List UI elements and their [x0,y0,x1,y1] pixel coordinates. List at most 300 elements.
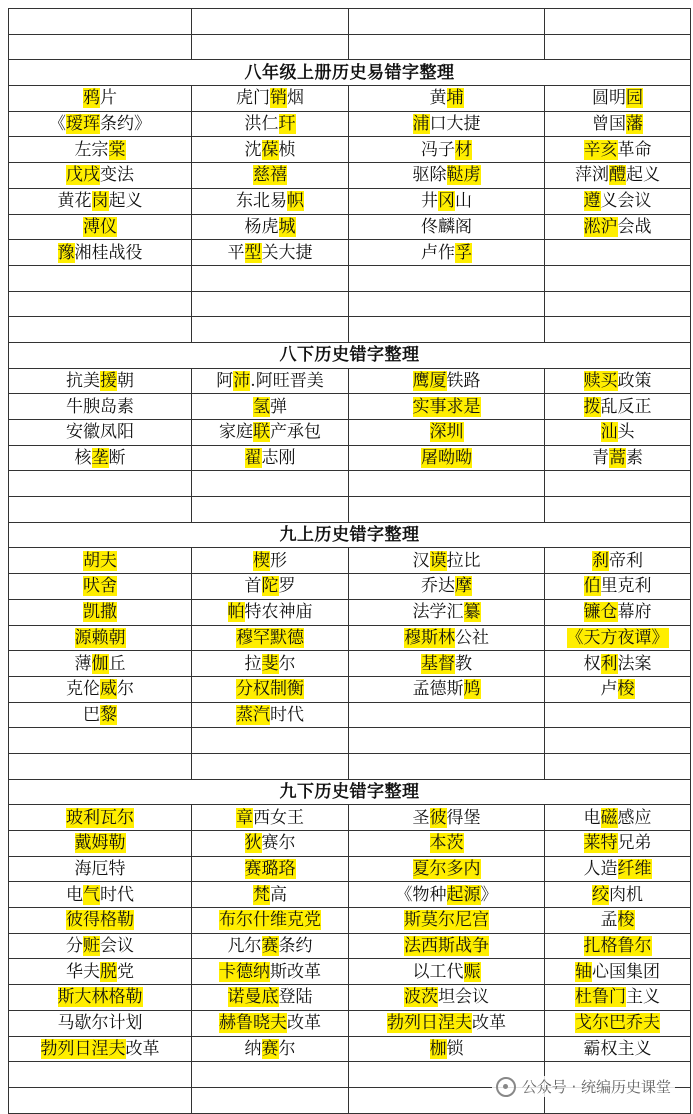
empty-cell [349,317,545,343]
highlighted-text: 豫 [57,242,75,263]
term-text: 冯子 [421,139,455,160]
highlighted-text: 梭 [617,910,635,931]
highlighted-text: 梭 [617,679,635,700]
term-cell [192,420,349,446]
term-text: 形 [270,550,287,571]
highlighted-text: 型 [244,242,262,263]
term-cell [545,1036,691,1062]
highlighted-text: 藩 [626,114,643,135]
empty-cell [192,728,349,754]
highlighted-text: 卡德纳 [219,961,270,982]
highlighted-text: 深圳 [429,422,464,443]
highlighted-text: 章 [236,807,253,828]
highlighted-text: 伽 [91,653,109,674]
term-text: 凡尔 [227,936,262,957]
term-text: 得堡 [446,807,481,828]
term-text: 条约 [278,936,313,957]
term-cell [349,933,545,959]
term-cell [545,163,691,189]
term-text: 烟 [287,88,304,109]
term-text: 革命 [617,139,652,160]
empty-cell [545,9,691,35]
empty-cell [192,265,349,291]
term-cell [349,908,545,934]
term-text: 帝利 [609,550,643,571]
empty-cell [545,728,691,754]
term-text: 卢 [600,679,618,700]
highlighted-text: 斐 [261,653,279,674]
term-text: 特农神庙 [244,602,313,623]
table-row [9,137,691,163]
term-cell [349,394,545,420]
term-cell [192,394,349,420]
empty-cell [192,9,349,35]
term-text: 里克利 [600,576,652,597]
section-title-row [9,779,691,805]
term-cell [9,548,192,574]
term-cell [545,137,691,163]
term-cell [545,933,691,959]
term-text: 政策 [617,370,652,391]
empty-cell [349,728,545,754]
term-text: 幕府 [617,602,652,623]
term-text: 纳 [244,1038,262,1059]
term-cell [9,856,192,882]
term-cell [9,676,192,702]
highlighted-text: 法西斯战争 [404,936,489,957]
term-text: 心国集团 [592,961,660,982]
term-text: 电 [66,884,83,905]
term-text: 桢 [278,139,296,160]
term-text: 起义 [626,165,660,186]
term-text: 变法 [100,165,134,186]
highlighted-text: 布尔什维克党 [219,910,321,931]
empty-cell [9,265,192,291]
highlighted-text: 杜鲁门 [575,987,626,1008]
term-text: 分 [66,936,83,957]
term-cell [9,214,192,240]
table-row [9,651,691,677]
term-cell [349,831,545,857]
term-text: 斯 [270,961,287,982]
term-text: 沈 [244,139,262,160]
table-row [9,1036,691,1062]
term-cell [349,420,545,446]
term-cell [545,445,691,471]
highlighted-text: 鞑虏 [446,165,481,186]
term-cell [545,240,691,266]
empty-cell [192,291,349,317]
term-cell [192,214,349,240]
term-text: 丘 [108,653,126,674]
term-text: 尔 [278,653,296,674]
term-text: 卢作 [421,242,455,263]
highlighted-text: 镰仓 [583,602,618,623]
term-text: 平 [227,242,245,263]
term-text: 片 [100,88,117,109]
term-cell [349,1010,545,1036]
term-text: 电 [583,807,601,828]
highlighted-text: 鹰厦 [412,370,447,391]
table-row [9,676,691,702]
term-text: 教 [455,653,472,674]
term-text: 家庭 [219,422,253,443]
highlighted-text: 枷 [429,1038,447,1059]
term-text: 坦会议 [438,987,489,1008]
blank-row [9,265,691,291]
term-text: 公社 [455,627,489,648]
highlighted-text: 氢 [253,396,270,417]
table-row [9,856,691,882]
term-cell [349,805,545,831]
blank-row [9,317,691,343]
term-cell [192,445,349,471]
term-text: 薄 [74,653,92,674]
section-title: 八下历史错字整理 [9,342,691,368]
highlighted-text: 勃列日涅夫 [40,1038,126,1059]
term-cell [192,548,349,574]
term-text: 产承包 [270,422,321,443]
term-text: 虎门 [236,88,270,109]
highlighted-text: 赎买 [583,370,618,391]
term-cell [192,240,349,266]
empty-cell [9,34,192,60]
term-cell [192,137,349,163]
highlighted-text: 夫 [270,1013,287,1034]
highlighted-text: 遵 [583,191,601,212]
highlighted-text: 戴姆勒 [74,833,126,854]
blank-row [9,497,691,523]
highlighted-text: 黎 [100,704,117,725]
blank-row [9,34,691,60]
highlighted-text: 溥仪 [83,216,117,237]
term-cell [9,188,192,214]
highlighted-text: 斯莫尔尼宫 [404,910,489,931]
highlighted-text: 赛 [261,936,279,957]
table-row [9,959,691,985]
highlighted-text: 销 [270,88,287,109]
highlighted-text: 赛 [261,1038,279,1059]
term-cell [349,445,545,471]
empty-cell [192,471,349,497]
term-text: 权主义 [600,1038,652,1059]
term-text: 青 [592,448,609,469]
term-cell [9,1010,192,1036]
term-cell [192,1010,349,1036]
blank-row [9,753,691,779]
term-text: 断 [108,448,126,469]
term-text: 克伦 [66,679,100,700]
empty-cell [9,1062,192,1088]
term-cell [545,651,691,677]
term-text: 法学汇 [412,602,464,623]
term-text: 《物种 [395,884,447,905]
term-text: 乱反正 [600,396,652,417]
term-text: 朝 [117,370,134,391]
highlighted-text: 埔 [446,88,464,109]
empty-cell [545,265,691,291]
term-text: 高 [270,884,287,905]
term-text: 马歇尔计划 [57,1013,143,1034]
term-cell [9,908,192,934]
highlighted-text: 冈 [438,191,455,212]
blank-row [9,471,691,497]
highlighted-text: 诺曼底 [227,987,279,1008]
highlighted-text: 翟 [244,448,262,469]
table-row [9,548,691,574]
section-title-row [9,342,691,368]
empty-cell [192,317,349,343]
highlighted-text: 穆罕默德 [236,627,304,648]
table-row [9,599,691,625]
term-cell [192,805,349,831]
section-title-row [9,522,691,548]
term-text: 人造 [583,859,618,880]
term-text: 巴 [83,704,100,725]
term-text: 圆明 [592,88,626,109]
highlighted-text: 夏尔多内 [412,859,481,880]
term-cell [545,368,691,394]
term-cell [9,445,192,471]
term-text: 会战 [617,216,652,237]
term-cell [349,86,545,112]
term-text: 兄弟 [617,833,652,854]
term-cell [9,625,192,651]
highlighted-text: 园 [626,88,643,109]
term-text: 《 [49,114,66,135]
highlighted-text: 垄 [91,448,109,469]
highlighted-text: 陀 [261,576,279,597]
blank-row [9,9,691,35]
term-cell [9,1036,192,1062]
term-text: 义会议 [600,191,652,212]
highlighted-text: 伯 [583,576,601,597]
term-text: 山 [455,191,472,212]
table-row [9,702,691,728]
highlighted-text: 葆 [261,139,279,160]
empty-cell [9,9,192,35]
highlighted-text: 鸠 [463,679,481,700]
term-cell [349,959,545,985]
empty-cell [349,291,545,317]
highlighted-text: 联 [253,422,270,443]
term-text: 拉 [244,653,262,674]
term-cell [349,548,545,574]
table-row [9,908,691,934]
highlighted-text: 戊戌 [66,165,100,186]
highlighted-text: 波茨 [404,987,438,1008]
empty-cell [349,9,545,35]
highlighted-text: 城 [278,216,296,237]
term-cell [192,856,349,882]
term-cell [545,86,691,112]
highlighted-text: 刹 [592,550,609,571]
empty-cell [192,753,349,779]
highlighted-text: 磁 [600,807,618,828]
term-text: 核 [74,448,92,469]
highlighted-text: 纤维 [617,859,652,880]
term-text: 起义 [108,191,143,212]
term-cell [192,651,349,677]
highlighted-text: 彼得格勒 [66,910,134,931]
term-text: 口大捷 [429,114,481,135]
term-text: 洪仁 [244,114,279,135]
highlighted-text: 赛璐珞 [244,859,296,880]
term-text: 权 [583,653,601,674]
term-cell [349,163,545,189]
term-text: 驱除 [412,165,447,186]
highlighted-text: 瑷珲 [66,114,100,135]
highlighted-text: 沛 [233,370,251,391]
term-cell [9,599,192,625]
empty-cell [9,497,192,523]
term-cell [9,702,192,728]
wechat-icon [496,1077,516,1097]
term-text: 乔达 [421,576,455,597]
term-text: 以工代 [412,961,464,982]
empty-cell [349,753,545,779]
term-text: 圣 [412,807,430,828]
table-row [9,445,691,471]
highlighted-text: 玕 [278,114,296,135]
empty-cell [9,291,192,317]
term-cell [349,676,545,702]
term-text: 时代 [270,704,304,725]
term-cell [349,188,545,214]
highlighted-text: 楔 [253,550,270,571]
highlighted-text: 赫鲁晓 [219,1013,270,1034]
term-cell [192,959,349,985]
empty-cell [349,265,545,291]
empty-cell [545,291,691,317]
term-cell [349,882,545,908]
term-cell [349,985,545,1011]
empty-cell [545,753,691,779]
term-cell [192,933,349,959]
empty-cell [9,1087,192,1113]
term-text: 黄 [429,88,447,109]
term-cell [545,702,691,728]
empty-cell [192,1087,349,1113]
term-cell [9,394,192,420]
table-row [9,1010,691,1036]
highlighted-text: 岗 [91,191,109,212]
term-text: 》 [480,884,498,905]
empty-cell [9,728,192,754]
highlighted-text: 吠舍 [83,576,117,597]
term-cell [192,831,349,857]
term-cell [9,574,192,600]
term-text: 曾国 [592,114,626,135]
blank-row [9,291,691,317]
term-text: 抗美 [66,370,100,391]
highlighted-text: 戈尔巴乔夫 [575,1013,660,1034]
section-title: 九下历史错字整理 [9,779,691,805]
term-cell [192,86,349,112]
table-row [9,86,691,112]
term-text: 佟麟阁 [421,216,472,237]
highlighted-text: 蒸汽 [236,704,270,725]
term-cell [545,188,691,214]
term-text: 尔 [278,1038,296,1059]
highlighted-text: 基督 [421,653,455,674]
term-text: 登陆 [278,987,313,1008]
empty-cell [349,471,545,497]
empty-cell [9,753,192,779]
highlighted-text: 脱 [100,961,117,982]
term-text: 左宗 [74,139,109,160]
term-text: 条约》 [100,114,151,135]
highlighted-text: 莱特 [583,833,618,854]
term-cell [192,188,349,214]
term-cell [349,240,545,266]
highlighted-text: 拨 [583,396,601,417]
empty-cell [349,497,545,523]
term-cell [545,420,691,446]
highlighted-text: 摩 [455,576,472,597]
term-cell [192,111,349,137]
term-cell [9,959,192,985]
term-cell [9,86,192,112]
highlighted-text: 汕 [600,422,618,443]
term-cell [349,368,545,394]
term-text: 拉比 [446,550,481,571]
section-title: 八年级上册历史易错字整理 [9,60,691,86]
term-cell [349,599,545,625]
term-text: 霸 [583,1038,601,1059]
term-text: 素 [626,448,643,469]
term-text: 尔 [117,679,134,700]
highlighted-text: 材 [455,139,472,160]
term-text: 阿 [216,370,234,391]
highlighted-text: 勃列日涅夫 [387,1013,472,1034]
term-text: 萍浏 [575,165,609,186]
table-row [9,240,691,266]
term-cell [545,599,691,625]
highlighted-text: 轴 [575,961,592,982]
term-text: 主义 [626,987,660,1008]
table-row [9,394,691,420]
highlighted-text: 凯撒 [83,602,117,623]
highlighted-text: 彼 [429,807,447,828]
term-cell [545,805,691,831]
watermark [492,1076,675,1097]
highlighted-text: 蒿 [609,448,626,469]
highlighted-text: 扎格鲁尔 [583,936,652,957]
term-cell [349,111,545,137]
table-row [9,214,691,240]
empty-cell [192,34,349,60]
term-text: 华夫 [66,961,100,982]
term-text: 头 [617,422,635,443]
highlighted-text: 绞 [592,884,609,905]
term-text: 关大捷 [261,242,313,263]
term-cell [349,702,545,728]
highlighted-text: 纂 [463,602,481,623]
term-cell [545,394,691,420]
term-cell [192,908,349,934]
term-text: 首 [244,576,262,597]
highlighted-text: 辛亥 [583,139,618,160]
empty-cell [545,471,691,497]
highlighted-text: 帕 [227,602,245,623]
highlighted-text: 慈禧 [253,165,287,186]
highlighted-text: 《天方夜谭》 [566,627,669,648]
highlighted-text: 帜 [287,191,304,212]
term-cell [192,625,349,651]
term-text: 锁 [446,1038,464,1059]
term-cell [545,856,691,882]
